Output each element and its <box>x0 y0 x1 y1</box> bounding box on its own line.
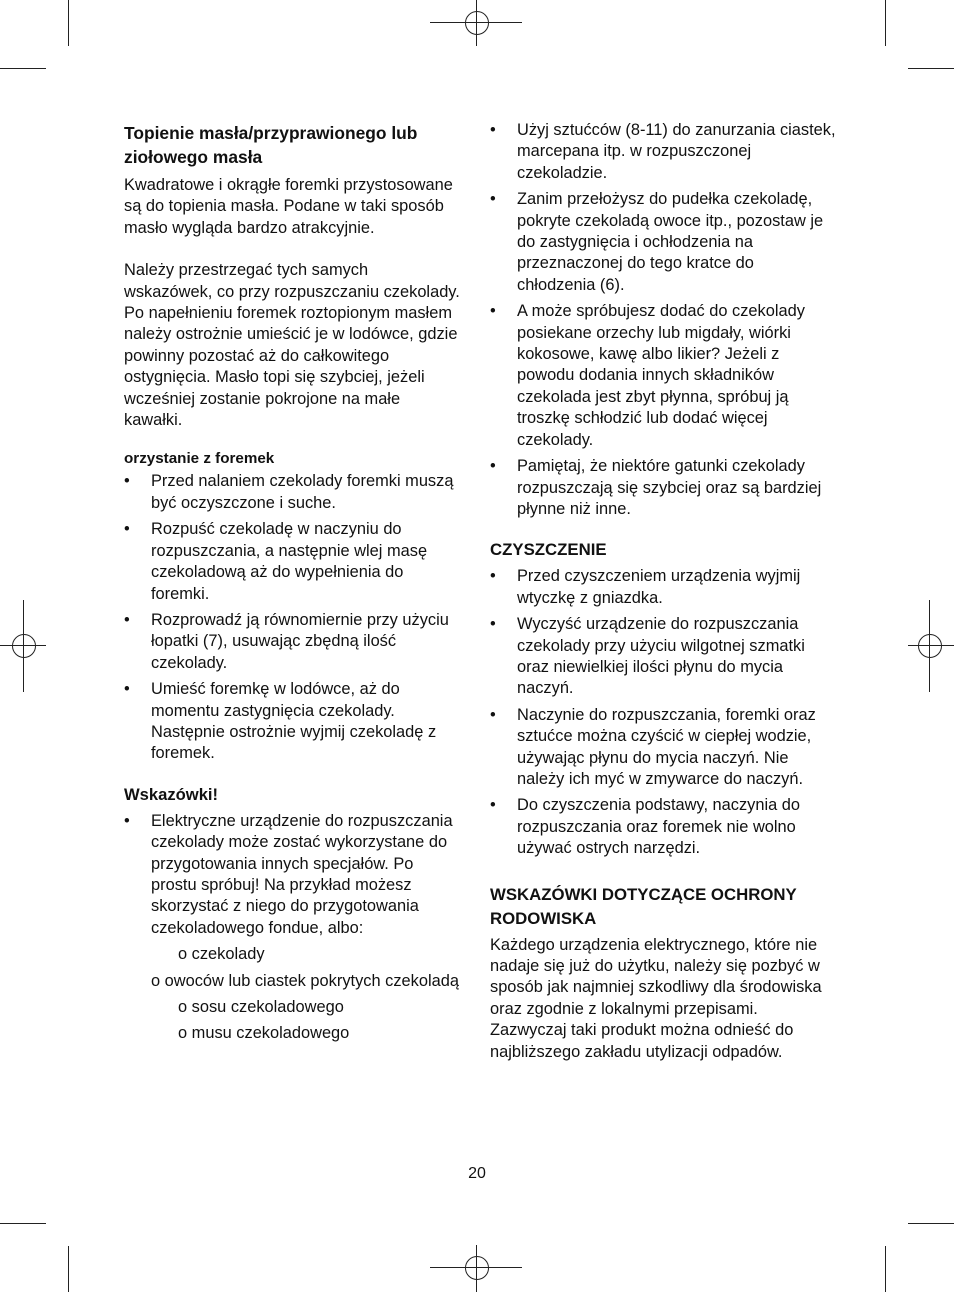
tips-section-title: Wskazówki! <box>124 784 219 804</box>
list-item: • Pamiętaj, że niektóre gatunki czekolady rozpuszczają się szybciej oraz są bardziej płynne niż inne. <box>490 457 822 518</box>
bullet: • <box>124 811 130 830</box>
bullet: • <box>490 457 496 476</box>
list-item: • Umieść foremkę w lodówce, aż do momentu zastygnięcia czekolady. Następnie ostrożnie wyjmij czekoladę z foremek. <box>124 680 437 763</box>
bullet: • <box>490 567 496 586</box>
bullet: • <box>490 705 496 724</box>
bullet: • <box>490 121 496 139</box>
tips-list <box>124 811 460 939</box>
molds-list <box>124 471 460 764</box>
cleaning-section-title: CZYSZCZENIE <box>490 540 607 560</box>
bullet: • <box>124 680 130 699</box>
butter-paragraph-1: Kwadratowe i okrągłe foremki przystosowane są do topienia masła. Podane w taki sposób masło wygląda bardzo atrakcyjnie. <box>124 176 453 237</box>
list-item: • Do czyszczenia podstawy, naczynia do rozpuszczania oraz foremek nie wolno używać ostrych narzędzi. <box>490 796 801 858</box>
list-item: o czekolady <box>178 945 265 964</box>
list-item: o musu czekoladowego <box>178 1024 350 1043</box>
bullet: • <box>124 520 130 539</box>
fondue-options-list <box>124 944 460 1045</box>
left-column <box>124 121 460 1050</box>
right-column <box>490 120 836 1063</box>
environment-paragraph: Każdego urządzenia elektrycznego, które nie nadaje się już do użytku, należy się pozbyć w sposób jak najmniej szkodliwy dla środowiska oraz zgodnie z lokalnymi przepisami. Zazwyczaj taki produkt można odnieść do najbliższego zakładu utylizacji odpadów. <box>490 935 822 1061</box>
bullet: • <box>124 610 130 629</box>
bullet: • <box>490 302 496 321</box>
list-item: • Naczynie do rozpuszczania, foremki oraz sztućce można czyścić w ciepłej wodzie, używając płynu do mycia naczyń. Nie należy ich myć w zmywarce do naczyń. <box>490 705 816 788</box>
bullet: • <box>124 472 130 491</box>
list-item: • Rozpuść czekoladę w naczyniu do rozpuszczania, a następnie wlej masę czekoladową aż do wypełnienia do foremki. <box>124 520 428 603</box>
list-item: • Przed czyszczeniem urządzenia wyjmij wtyczkę z gniazdka. <box>490 567 801 607</box>
list-item: • A może spróbujesz dodać do czekolady posiekane orzechy lub migdały, wiórki kokosowe, kawę albo likier? Jeżeli z powodu dodania innych składników czekolada jest zbyt płynna, spróbuj ją troszkę schłodzić lub dodać więcej czekolady. <box>490 302 805 449</box>
environment-section-title: WSKAZÓWKI DOTYCZĄCE OCHRONY RODOWISKA <box>490 884 797 928</box>
page-number: 20 <box>468 1165 486 1182</box>
tips-list-continued <box>490 120 836 520</box>
cleaning-list <box>490 566 836 859</box>
list-item: o sosu czekoladowego <box>178 998 344 1016</box>
list-item: • Przed nalaniem czekolady foremki muszą być oczyszczone i suche. <box>124 472 454 512</box>
list-item: • Elektryczne urządzenie do rozpuszczania czekolady może zostać wykorzystane do przygotowania innych specjałów. Po prostu spróbuj! Na przykład możesz skorzystać z niego do przygotowania czekoladowego fondue, albo: <box>124 811 453 937</box>
list-item: • Użyj sztućców (8-11) do zanurzania ciastek, marcepana itp. w rozpuszczonej czekoladzie. <box>490 121 836 182</box>
butter-paragraph-2: Należy przestrzegać tych samych wskazówek, co przy rozpuszczaniu czekolady. Po napełnieniu foremek roztopionym masłem należy ostrożnie umieścić je w lodówce, gdzie powinny pozostać aż do całkowitego ostygnięcia. Masło topi się szybciej, jeżeli wcześniej zostanie pokrojone na małe kawałki. <box>124 261 460 430</box>
list-item: • Rozprowadź ją równomiernie przy użyciu łopatki (7), usuwając zbędną ilość czekolady. <box>124 610 449 672</box>
bullet: • <box>490 190 496 209</box>
butter-section-title: Topienie masła/przyprawionego lub ziołowego masła <box>124 123 418 167</box>
list-item: • Wyczyść urządzenie do rozpuszczania czekolady przy użyciu wilgotnej szmatki oraz niewielkiej ilości płynu do mycia naczyń. <box>490 615 805 698</box>
bullet: • <box>490 615 496 634</box>
list-item: • Zanim przełożysz do pudełka czekoladę, pokryte czekoladą owoce itp., pozostaw je do zastygnięcia i ochłodzenia na przeznaczonej do tego kratce do chłodzenia (6). <box>490 190 824 294</box>
molds-section-title: orzystanie z foremek <box>124 450 275 468</box>
bullet: • <box>490 796 496 815</box>
list-item: o owoców lub ciastek pokrytych czekoladą <box>151 971 459 990</box>
